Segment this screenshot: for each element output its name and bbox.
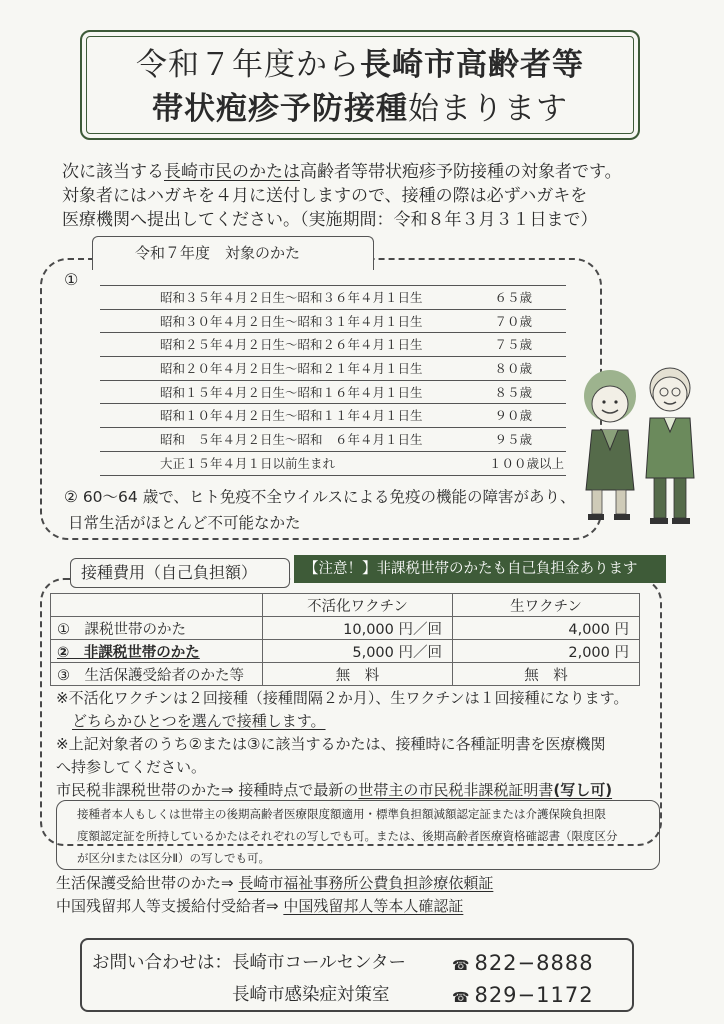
age-row bbox=[100, 310, 566, 334]
contact-row-1 bbox=[82, 948, 632, 978]
notes bbox=[56, 687, 676, 802]
contact-label-1: お問い合わせは：長崎市コールセンター bbox=[92, 953, 406, 973]
age-row bbox=[100, 357, 566, 381]
targets-tab-label: 令和７年度 対象のかた bbox=[92, 236, 374, 270]
title-bold-2: 帯状疱疹予防接種 bbox=[152, 91, 408, 127]
title-bold-1: 長崎市高齢者等 bbox=[360, 47, 584, 83]
age-row-dates: 昭和３５年４月２日生〜昭和３６年４月１日生 bbox=[160, 290, 423, 305]
woman-figure bbox=[584, 370, 636, 520]
returnee-label: 中国残留邦人等支援給付受給者⇒ bbox=[56, 897, 284, 915]
cost-inactivated: 5,000 円／回 bbox=[263, 640, 453, 663]
table-row bbox=[51, 663, 640, 686]
warning-banner: 【注意！】非課税世帯のかたも自己負担金あります bbox=[294, 555, 666, 583]
cost-tab-label: 接種費用（自己負担額） bbox=[70, 558, 290, 588]
note-1b: どちらかひとつを選んで接種します。 bbox=[72, 712, 326, 730]
age-row-age: ７０歳 bbox=[494, 313, 532, 329]
cost-row-label: ② 非課税世帯のかた bbox=[51, 640, 263, 663]
cost-table bbox=[50, 593, 640, 686]
note-1a: ※不活化ワクチンは２回接種（接種間隔２か月）、生ワクチンは１回接種になります。 bbox=[56, 689, 629, 707]
title-box bbox=[80, 30, 640, 140]
note-3u: 世帯主の市民税非課税証明書 bbox=[358, 781, 554, 799]
tel-number-2: 829−1172 bbox=[474, 983, 594, 1007]
title-line-2 bbox=[82, 87, 638, 131]
item1-marker: ① bbox=[64, 270, 79, 289]
age-row-dates: 大正１５年４月１日以前生まれ bbox=[160, 455, 336, 471]
note-3b: (写し可) bbox=[553, 781, 613, 799]
item2-line1: ② 60〜64 歳で、ヒト免疫不全ウイルスによる免疫の機能の障害があり、 bbox=[64, 488, 576, 506]
age-row-dates: 昭和 ５年４月２日生〜昭和 ６年４月１日生 bbox=[160, 432, 423, 448]
age-row bbox=[100, 404, 566, 428]
contact-row-2 bbox=[82, 980, 632, 1010]
cost-live: 2,000 円 bbox=[453, 640, 640, 663]
item2-text bbox=[64, 484, 575, 536]
age-row-dates: 昭和２０年４月２日生〜昭和２１年４月１日生 bbox=[160, 361, 423, 377]
contact-tel-2 bbox=[452, 980, 594, 1013]
age-row-age: ９５歳 bbox=[494, 432, 532, 448]
cost-header-blank bbox=[51, 594, 263, 617]
welfare-cert: 長崎市福祉事務所公費負担診療依頼証 bbox=[238, 874, 494, 892]
cost-row-label: ③ 生活保護受給者のかた等 bbox=[51, 663, 263, 686]
table-row bbox=[51, 640, 640, 663]
cost-inactivated: 無 料 bbox=[263, 663, 453, 686]
phone-icon: ☎ bbox=[452, 958, 471, 974]
note-3a: 市民税非課税世帯のかた⇒ 接種時点で最新の bbox=[56, 781, 359, 799]
title-plain-1: 令和７年度から bbox=[136, 47, 360, 83]
note-2b: へ持参してください。 bbox=[56, 758, 207, 776]
age-row-dates: 昭和１５年４月２日生〜昭和１６年４月１日生 bbox=[160, 384, 423, 400]
cost-header-live: 生ワクチン bbox=[453, 594, 640, 617]
cost-live: 無 料 bbox=[453, 663, 640, 686]
title-plain-2: 始まります bbox=[408, 91, 568, 127]
cert-line-1: 接種者本人もしくは世帯主の後期高齢者医療限度額適用・標準負担額減額認定証または介護保険負担限 bbox=[77, 807, 606, 821]
table-row bbox=[51, 617, 640, 640]
age-row-dates: 昭和３０年４月２日生〜昭和３１年４月１日生 bbox=[160, 313, 423, 329]
age-row-age: ８５歳 bbox=[494, 384, 532, 400]
age-row bbox=[100, 452, 566, 476]
age-row-age: ７５歳 bbox=[494, 337, 532, 353]
contact-tel-1 bbox=[452, 948, 594, 981]
title-line-1 bbox=[82, 43, 638, 87]
age-row bbox=[100, 381, 566, 405]
intro-l1u: 長崎市民のかたは bbox=[164, 162, 300, 182]
cost-row-label: ① 課税世帯のかた bbox=[51, 617, 263, 640]
age-row-age: ６５歳 bbox=[494, 290, 532, 305]
item2-line2: 日常生活がほとんど不可能なかた bbox=[68, 514, 301, 532]
cost-inactivated: 10,000 円／回 bbox=[263, 617, 453, 640]
note-2a: ※上記対象者のうち②または③に該当するかたは、接種時に各種証明書を医療機関 bbox=[56, 735, 606, 753]
intro-l1a: 次に該当する bbox=[62, 162, 164, 182]
welfare-label: 生活保護受給世帯のかた⇒ bbox=[56, 874, 239, 892]
certificate-info-box bbox=[56, 800, 660, 870]
intro-l1b: 高齢者等帯状疱疹予防接種の対象者です。 bbox=[300, 162, 622, 182]
cost-header-inactivated: 不活化ワクチン bbox=[263, 594, 453, 617]
returnee-cert: 中国残留邦人等本人確認証 bbox=[283, 897, 464, 915]
intro-l3: 医療機関へ提出してください。（実施期間：令和８年３月３１日まで） bbox=[62, 210, 598, 230]
contact-box bbox=[80, 938, 634, 1012]
age-row bbox=[100, 286, 566, 310]
age-row-dates: 昭和１０年４月２日生〜昭和１１年４月１日生 bbox=[160, 408, 423, 424]
intro-l2: 対象者にはハガキを４月に送付しますので、接種の際は必ずハガキを bbox=[62, 186, 588, 206]
cost-table-header bbox=[51, 594, 640, 617]
man-figure bbox=[646, 368, 694, 524]
age-row-age: １００歳以上 bbox=[488, 455, 564, 471]
age-row-age: ８０歳 bbox=[494, 361, 532, 377]
other-certificates bbox=[56, 872, 493, 918]
cost-live: 4,000 円 bbox=[453, 617, 640, 640]
age-table bbox=[100, 282, 566, 476]
intro-text bbox=[62, 160, 702, 232]
phone-icon: ☎ bbox=[452, 990, 471, 1006]
age-row-dates: 昭和２５年４月２日生〜昭和２６年４月１日生 bbox=[160, 337, 423, 353]
cert-line-2: 度額認定証を所持しているかたはそれぞれの写しでも可。または、後期高齢者医療資格確認書（限度区分 bbox=[77, 829, 618, 843]
age-row bbox=[100, 428, 566, 452]
contact-label-2: 長崎市感染症対策室 bbox=[232, 985, 390, 1005]
tel-number-1: 822−8888 bbox=[474, 951, 594, 975]
elderly-couple-illustration bbox=[578, 360, 706, 530]
cert-line-3: が区分Ⅰまたは区分Ⅱ）の写しでも可。 bbox=[77, 851, 271, 865]
age-row-age: ９０歳 bbox=[494, 408, 532, 424]
age-row bbox=[100, 333, 566, 357]
